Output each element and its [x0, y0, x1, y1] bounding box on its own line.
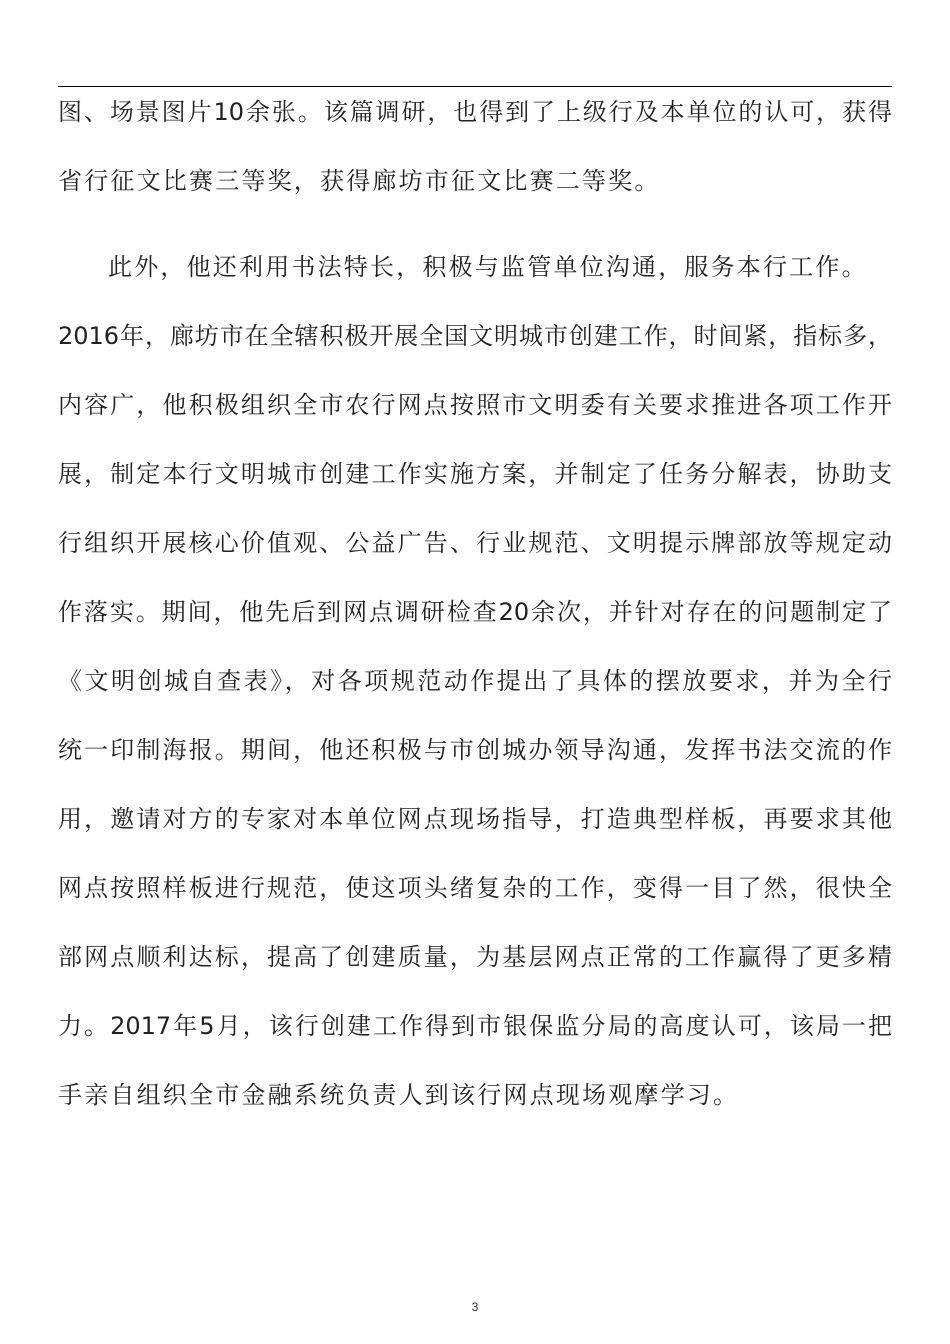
text-line: 内容广，他积极组织全市农行网点按照市文明委有关要求推进各项工作开 [58, 391, 892, 419]
text-line: 手亲自组织全市金融系统负责人到该行网点现场观摩学习。 [58, 1081, 740, 1109]
text-line: 图、场景图片10余张。该篇调研，也得到了上级行及本单位的认可，获得 [58, 98, 892, 126]
page-number: 3 [471, 1300, 479, 1314]
header-rule [58, 86, 892, 87]
text-line: 《文明创城自查表》，对各项规范动作提出了具体的摆放要求，并为全行 [58, 667, 892, 695]
text-line: 作落实。期间，他先后到网点调研检查20余次，并针对存在的问题制定了 [58, 598, 892, 626]
text-line: 部网点顺利达标，提高了创建质量，为基层网点正常的工作赢得了更多精 [58, 943, 892, 971]
text-line: 2016年，廊坊市在全辖积极开展全国文明城市创建工作，时间紧，指标多， [58, 322, 892, 350]
text-line: 展，制定本行文明城市创建工作实施方案，并制定了任务分解表，协助支 [58, 460, 892, 488]
text-line: 省行征文比赛三等奖，获得廊坊市征文比赛二等奖。 [58, 167, 661, 195]
text-line: 网点按照样板进行规范，使这项头绪复杂的工作，变得一目了然，很快全 [58, 874, 892, 902]
text-line: 行组织开展核心价值观、公益广告、行业规范、文明提示牌部放等规定动 [58, 529, 892, 557]
text-line: 统一印制海报。期间，他还积极与市创城办领导沟通，发挥书法交流的作 [58, 736, 892, 764]
text-line: 用，邀请对方的专家对本单位网点现场指导，打造典型样板，再要求其他 [58, 805, 892, 833]
text-line: 力。2017年5月，该行创建工作得到市银保监分局的高度认可，该局一把 [58, 1012, 892, 1040]
paragraph-first-line: 此外，他还利用书法特长，积极与监管单位沟通，服务本行工作。 [108, 253, 868, 281]
